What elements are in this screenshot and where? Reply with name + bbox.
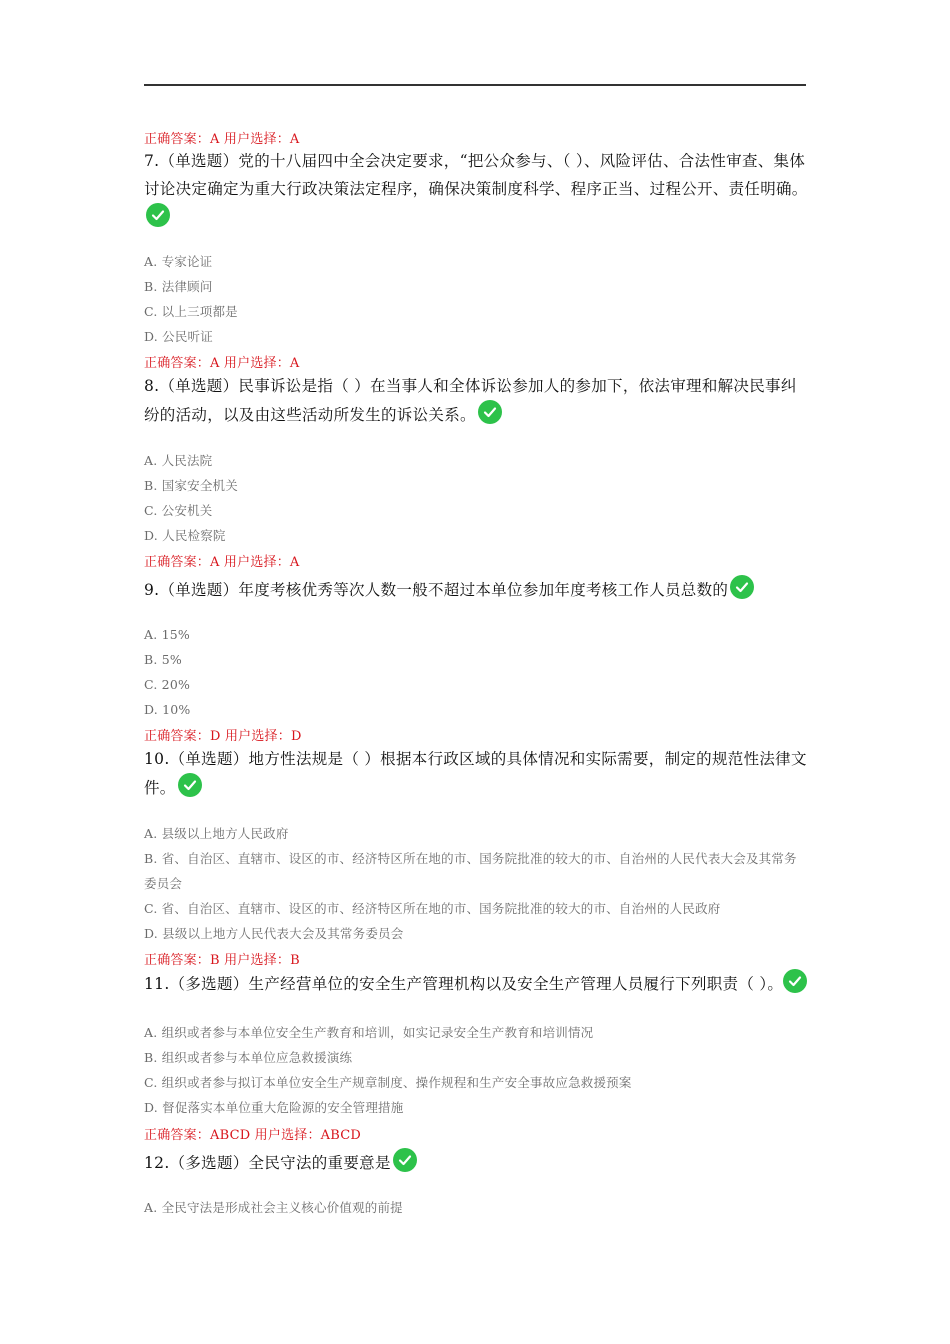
question-text: 9.（单选题）年度考核优秀等次人数一般不超过本单位参加年度考核工作人员总数的 (144, 581, 729, 599)
option: B. 法律顾问 (144, 279, 213, 294)
question-text: 10.（单选题）地方性法规是（ ）根据本行政区域的具体情况和实际需要，制定的规范性法律文件。 (144, 750, 807, 797)
option: A. 15% (144, 627, 190, 642)
check-circle-icon (393, 1148, 417, 1172)
option: A. 组织或者参与本单位安全生产教育和培训，如实记录安全生产教育和培训情况 (144, 1025, 594, 1040)
question-8 (144, 372, 808, 429)
option: C. 省、自治区、直辖市、设区的市、经济特区所在地的市、国务院批准的较大的市、自治州的人民政府 (144, 901, 721, 916)
option: A. 县级以上地方人民政府 (144, 826, 289, 841)
question-12 (144, 1148, 808, 1177)
header-rule (144, 84, 806, 86)
question-text: 8.（单选题）民事诉讼是指（ ）在当事人和全体诉讼参加人的参加下，依法审理和解决民事纠纷的活动，以及由这些活动所发生的诉讼关系。 (144, 377, 797, 424)
option: D. 督促落实本单位重大危险源的安全管理措施 (144, 1100, 404, 1115)
option: D. 10% (144, 702, 191, 717)
check-circle-icon (178, 773, 202, 797)
question-7 (144, 147, 808, 232)
option: C. 20% (144, 677, 191, 692)
answer-line: 正确答案：A 用户选择：A (144, 555, 300, 570)
option: A. 专家论证 (144, 254, 213, 269)
question-9 (144, 575, 808, 604)
option: C. 以上三项都是 (144, 304, 238, 319)
answer-line: 正确答案：A 用户选择：A (144, 356, 300, 371)
option: A. 人民法院 (144, 453, 213, 468)
answer-line: 正确答案：B 用户选择：B (144, 953, 300, 968)
answer-line: 正确答案：A 用户选择：A (144, 132, 300, 147)
option: B. 国家安全机关 (144, 478, 238, 493)
question-text: 12.（多选题）全民守法的重要意是 (144, 1154, 391, 1172)
option: D. 人民检察院 (144, 528, 226, 543)
option: C. 公安机关 (144, 503, 213, 518)
question-text: 7.（单选题）党的十八届四中全会决定要求，“把公众参与、（ ）、风险评估、合法性审查、集体讨论决定确定为重大行政决策法定程序，确保决策制度科学、程序正当、过程公开、责任明确。 (144, 152, 808, 198)
option: B. 省、自治区、直辖市、设区的市、经济特区所在地的市、国务院批准的较大的市、自治州的人民代表大会及其常务委员会 (144, 851, 797, 891)
check-circle-icon (478, 400, 502, 424)
option: B. 组织或者参与本单位应急救援演练 (144, 1050, 353, 1065)
check-circle-icon (730, 575, 754, 599)
question-11 (144, 969, 808, 998)
option: C. 组织或者参与拟订本单位安全生产规章制度、操作规程和生产安全事故应急救援预案 (144, 1075, 632, 1090)
question-text: 11.（多选题）生产经营单位的安全生产管理机构以及安全生产管理人员履行下列职责（ ）。 (144, 975, 784, 993)
check-circle-icon (146, 203, 170, 227)
check-circle-icon (783, 969, 807, 993)
option: A. 全民守法是形成社会主义核心价值观的前提 (144, 1200, 403, 1215)
option: B. 5% (144, 652, 182, 667)
option: D. 公民听证 (144, 329, 213, 344)
option: D. 县级以上地方人民代表大会及其常务委员会 (144, 926, 404, 941)
answer-line: 正确答案：ABCD 用户选择：ABCD (144, 1128, 362, 1143)
question-10 (144, 745, 808, 802)
answer-line: 正确答案：D 用户选择：D (144, 729, 302, 744)
